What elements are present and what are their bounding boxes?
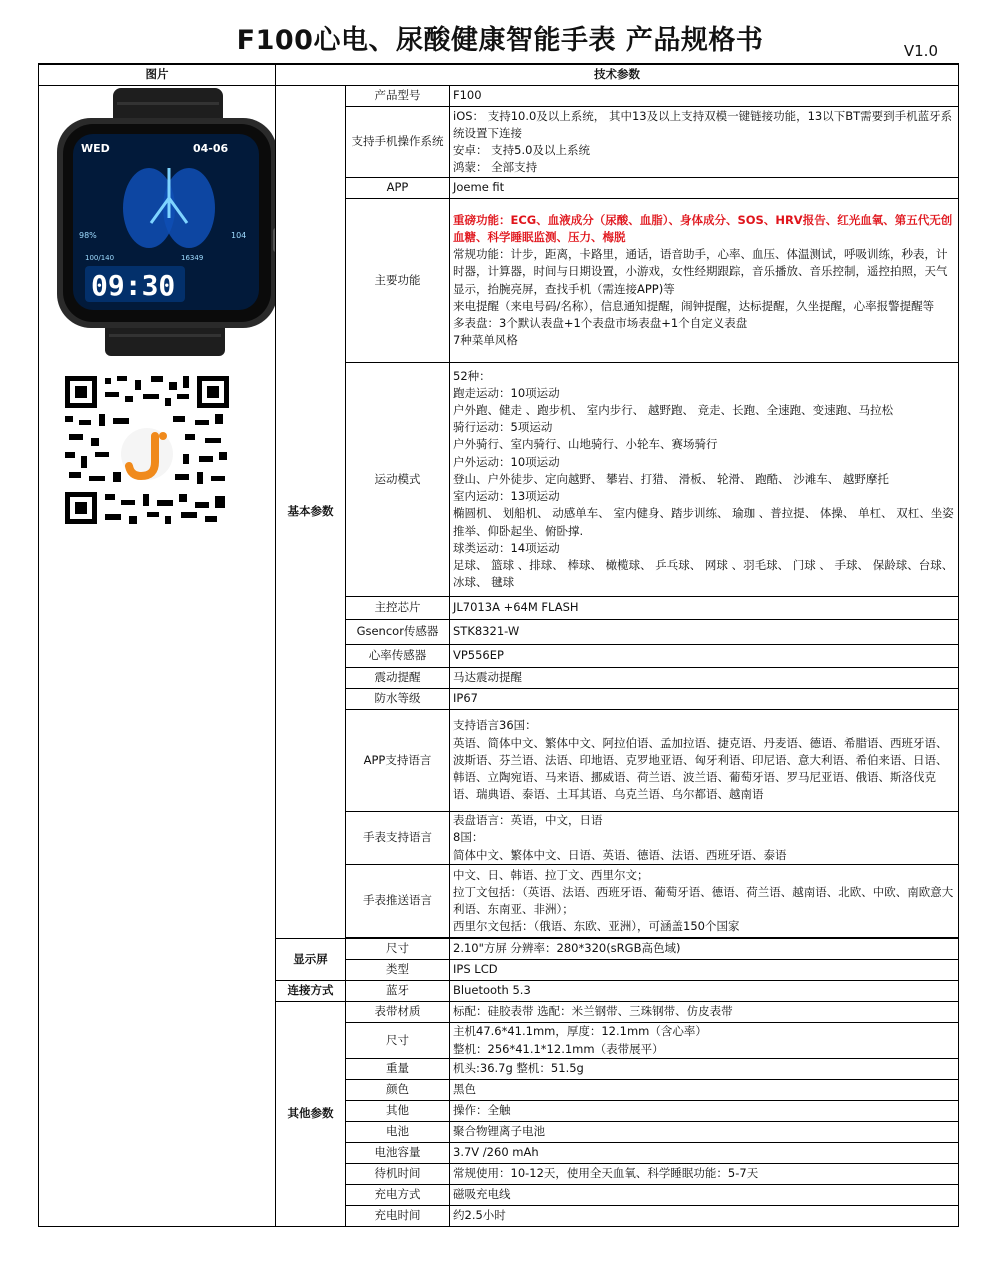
value-os [450, 107, 959, 178]
label-hr: 心率传感器 [346, 645, 450, 668]
label-battery: 电池 [346, 1122, 450, 1143]
label-charge-method: 充电方式 [346, 1185, 450, 1206]
os-line: 鸿蒙： 全部支持 [453, 160, 538, 175]
product-picture-cell [39, 86, 276, 1227]
label-dimensions: 尺寸 [346, 1023, 450, 1059]
value-screen-type: IPS LCD [450, 960, 959, 981]
value-sports [450, 363, 959, 597]
label-features: 主要功能 [346, 199, 450, 363]
value-hr: VP556EP [450, 645, 959, 668]
sports-line: 登山、户外徒步、定向越野、 攀岩、打猎、 滑板、 轮滑、 跑酷、 沙滩车、 越野摩托 [453, 471, 889, 486]
value-strap: 标配：硅胶表带 选配：米兰钢带、三珠钢带、仿皮表带 [450, 1002, 959, 1023]
table-row [39, 86, 959, 107]
value-battery: 聚合物锂离子电池 [450, 1122, 959, 1143]
value-standby: 常规使用：10-12天，使用全天血氧、科学睡眠功能：5-7天 [450, 1164, 959, 1185]
value-charge-method: 磁吸充电线 [450, 1185, 959, 1206]
applang-line: 支持语言36国： [453, 718, 537, 733]
value-dimensions [450, 1023, 959, 1059]
watch-bottom-right: 16349 [181, 254, 204, 262]
label-app: APP [346, 178, 450, 199]
value-misc: 操作：全触 [450, 1101, 959, 1122]
value-capacity: 3.7V /260 mAh [450, 1143, 959, 1164]
label-screen-size: 尺寸 [346, 939, 450, 960]
sports-line: 室内运动：13项运动 [453, 489, 560, 504]
version-label: V1.0 [903, 42, 938, 60]
header-picture: 图片 [39, 64, 276, 86]
sports-line: 椭圆机、 划船机、 动感单车、 室内健身、踏步训练、 瑜珈 、普拉提、 体操、 单杠、 双杠、坐姿推举、仰卧起坐、俯卧撑. [453, 506, 954, 538]
label-applang: APP支持语言 [346, 710, 450, 812]
label-sports: 运动模式 [346, 363, 450, 597]
sports-line: 球类运动：14项运动 [453, 540, 560, 555]
value-watchlang [450, 812, 959, 865]
value-applang [450, 710, 959, 812]
value-water: IP67 [450, 689, 959, 710]
label-capacity: 电池容量 [346, 1143, 450, 1164]
watchlang-line: 8国： [453, 830, 484, 845]
value-weight: 机头:36.7g 整机：51.5g [450, 1059, 959, 1080]
features-line: 常规功能：计步，距离，卡路里，通话，语音助手，心率、血压、体温测试，呼吸训练，秒表，计时器，计算器，时间与日期设置，小游戏，女性经期跟踪，音乐播放、音乐控制，遥控拍照，天气显示，抬腕亮屏，查找手机（需连接APP)等 [453, 247, 948, 296]
label-color: 颜色 [346, 1080, 450, 1101]
watchlang-line: 表盘语言：英语，中文，日语 [453, 813, 603, 828]
label-screen-type: 类型 [346, 960, 450, 981]
section-basic: 基本参数 [276, 86, 346, 939]
section-display: 显示屏 [276, 939, 346, 981]
sports-line: 足球、 篮球 、排球、 棒球、 橄榄球、 乒乓球、 网球 、羽毛球、 门球 、 手球、 保龄球、台球、 冰球、 毽球 [453, 557, 954, 590]
label-misc: 其他 [346, 1101, 450, 1122]
watch-right-value: 104 [231, 231, 247, 240]
spec-table [38, 63, 959, 1227]
value-vibrate: 马达震动提醒 [450, 668, 959, 689]
label-charge-time: 充电时间 [346, 1206, 450, 1227]
value-features [450, 199, 959, 363]
label-bluetooth: 蓝牙 [346, 981, 450, 1002]
sports-line: 户外跑、健走 、跑步机、 室内步行、 越野跑、 竞走、长跑、全速跑、变速跑、马拉松 [453, 403, 894, 418]
label-os: 支持手机操作系统 [346, 107, 450, 178]
label-water: 防水等级 [346, 689, 450, 710]
watch-image [51, 88, 276, 356]
label-vibrate: 震动提醒 [346, 668, 450, 689]
sports-line: 骑行运动：5项运动 [453, 420, 553, 435]
watch-left-value: 98% [79, 231, 97, 240]
watch-bottom-left: 100/140 [85, 254, 115, 262]
document-title: F100心电、尿酸健康智能手表 产品规格书 [236, 25, 764, 56]
sports-line: 跑走运动：10项运动 [453, 385, 560, 400]
value-screen-size: 2.10"方屏 分辨率：280*320(sRGB高色域) [450, 939, 959, 960]
value-bluetooth: Bluetooth 5.3 [450, 981, 959, 1002]
sports-line: 52种： [453, 368, 491, 383]
label-watchlang: 手表支持语言 [346, 812, 450, 865]
watch-date: 04-06 [193, 142, 229, 155]
pushlang-line: 中文、日、韩语、拉丁文、西里尔文； [453, 867, 649, 882]
section-other: 其他参数 [276, 1002, 346, 1227]
label-strap: 表带材质 [346, 1002, 450, 1023]
label-pushlang: 手表推送语言 [346, 865, 450, 938]
os-line: 安卓： 支持5.0及以上系统 [453, 143, 590, 157]
applang-line: 英语、简体中文、繁体中文、阿拉伯语、孟加拉语、捷克语、丹麦语、德语、希腊语、西班牙语、波斯语、芬兰语、法语、印地语、克罗地亚语、匈牙利语、印尼语、意大利语、希伯来语、日语、韩语、立陶宛语、马来语、挪威语、荷兰语、波兰语、葡萄牙语、罗马尼亚语、俄语、斯洛伐克语、瑞典语、泰语、土耳其语、乌克兰语、乌尔都语、越南语 [453, 735, 948, 802]
value-chip: JL7013A +64M FLASH [450, 597, 959, 620]
label-weight: 重量 [346, 1059, 450, 1080]
label-gsensor: Gsencor传感器 [346, 620, 450, 645]
value-gsensor: STK8321-W [450, 620, 959, 645]
dims-line: 主机47.6*41.1mm，厚度：12.1mm（含心率） [453, 1024, 707, 1039]
os-line: iOS： 支持10.0及以上系统， 其中13及以上支持双模一键链接功能，13以下BT需要到手机蓝牙系统设置下连接 [453, 108, 953, 140]
label-standby: 待机时间 [346, 1164, 450, 1185]
watch-time: 09:30 [91, 269, 176, 302]
features-line: 7种菜单风格 [453, 333, 518, 348]
pushlang-line: 西里尔文包括：（俄语、东欧、亚洲），可涵盖150个国家 [453, 919, 740, 934]
value-app: Joeme fit [450, 178, 959, 199]
features-line: 来电提醒（来电号码/名称），信息通知提醒，闹钟提醒，达标提醒，久坐提醒，心率报警提醒等 [453, 298, 935, 313]
sports-line: 户外骑行、室内骑行、山地骑行、小轮车、赛场骑行 [453, 437, 718, 452]
watch-day: WED [81, 142, 110, 155]
value-color: 黑色 [450, 1080, 959, 1101]
qr-code-image [65, 376, 229, 524]
section-connect: 连接方式 [276, 981, 346, 1002]
watchlang-line: 简体中文、繁体中文、日语、英语、德语、法语、西班牙语、泰语 [453, 847, 787, 862]
value-pushlang [450, 865, 959, 938]
value-model: F100 [450, 86, 959, 107]
pushlang-line: 拉丁文包括：（英语、法语、西班牙语、葡萄牙语、德语、荷兰语、越南语、北欧、中欧、南欧意大利语、东南亚、非洲）； [453, 884, 954, 916]
sports-line: 户外运动：10项运动 [453, 454, 560, 469]
header-params: 技术参数 [276, 64, 959, 86]
dims-line: 整机：256*41.1*12.1mm（表带展平） [453, 1041, 664, 1056]
features-line: 多表盘：3个默认表盘+1个表盘市场表盘+1个自定义表盘 [453, 315, 748, 330]
label-chip: 主控芯片 [346, 597, 450, 620]
label-model: 产品型号 [346, 86, 450, 107]
value-charge-time: 约2.5小时 [450, 1206, 959, 1227]
table-header-row [39, 64, 959, 86]
features-highlight: 重磅功能：ECG、血液成分（尿酸、血脂）、身体成分、SOS、HRV报告、红光血氧、第五代无创血糖、科学睡眠监测、压力、梅脱 [453, 212, 953, 244]
